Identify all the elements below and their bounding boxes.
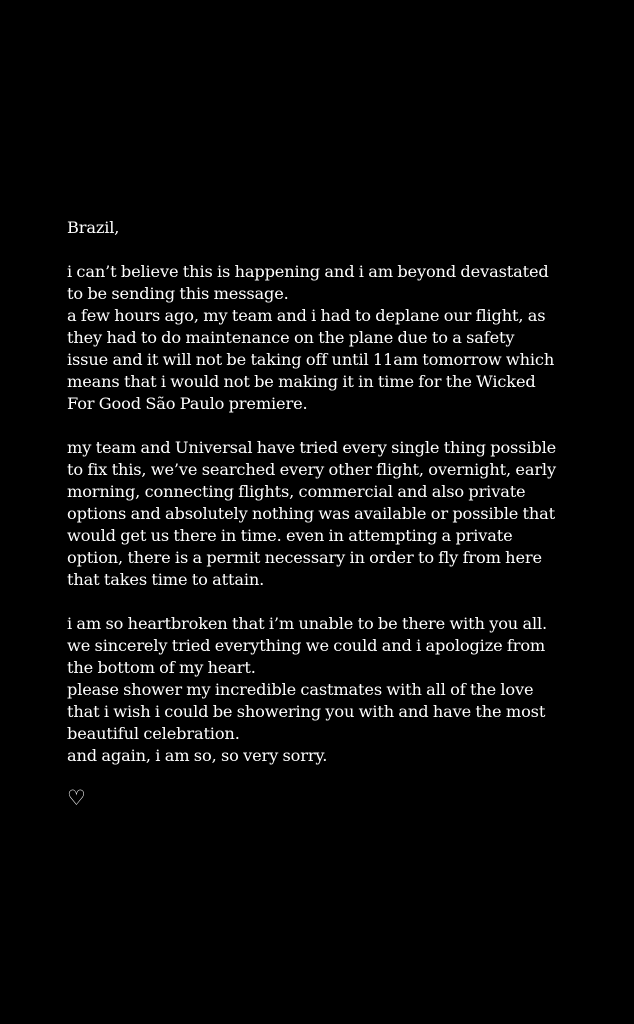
letter-line: we sincerely tried everything we could and i apologize from — [67, 636, 546, 655]
letter-line: to be sending this message. — [67, 284, 289, 303]
paragraph-2 — [67, 437, 567, 591]
letter-line: i am so heartbroken that i’m unable to be there with you all. — [67, 614, 548, 633]
paragraph-spacer — [67, 415, 567, 437]
letter-line: a few hours ago, my team and i had to deplane our flight, as — [67, 306, 546, 325]
salutation: Brazil, — [67, 218, 120, 237]
letter-line: issue and it will not be taking off until 11am tomorrow which — [67, 350, 555, 369]
paragraph-spacer — [67, 591, 567, 613]
paragraph-1 — [67, 261, 567, 415]
letter-line: the bottom of my heart. — [67, 658, 256, 677]
letter-line: would get us there in time. even in attempting a private — [67, 526, 513, 545]
letter-line: means that i would not be making it in time for the Wicked — [67, 372, 536, 391]
paragraph-spacer — [67, 239, 567, 261]
letter-line: please shower my incredible castmates with all of the love — [67, 680, 534, 699]
letter — [67, 217, 567, 809]
letter-line: to fix this, we’ve searched every other flight, overnight, early — [67, 460, 556, 479]
paragraph-3 — [67, 613, 567, 767]
letter-line: option, there is a permit necessary in order to fly from here — [67, 548, 542, 567]
letter-line: that i wish i could be showering you with and have the most — [67, 702, 546, 721]
letter-line: options and absolutely nothing was available or possible that — [67, 504, 556, 523]
letter-line: that takes time to attain. — [67, 570, 265, 589]
letter-line: they had to do maintenance on the plane due to a safety — [67, 328, 515, 347]
letter-line: my team and Universal have tried every single thing possible — [67, 438, 557, 457]
letter-line: i can’t believe this is happening and i am beyond devastated — [67, 262, 549, 281]
letter-line: For Good São Paulo premiere. — [67, 394, 308, 413]
heart-outline-icon: ♡ — [67, 786, 86, 810]
letter-line: and again, i am so, so very sorry. — [67, 746, 328, 765]
letter-line: morning, connecting flights, commercial and also private — [67, 482, 526, 501]
letter-line: beautiful celebration. — [67, 724, 240, 743]
